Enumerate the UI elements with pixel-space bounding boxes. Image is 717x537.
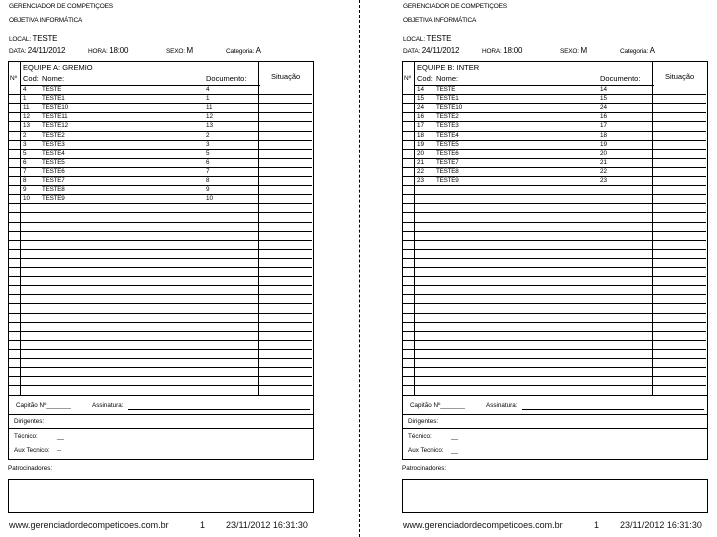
player-document: 5 xyxy=(206,149,210,157)
category-label: Categoria: xyxy=(620,48,648,55)
row-line xyxy=(403,203,706,204)
row-line xyxy=(9,203,312,204)
row-line xyxy=(403,285,706,286)
directors-box xyxy=(8,414,314,429)
category-value: A xyxy=(649,46,655,55)
col-header-number: Nº xyxy=(10,75,18,82)
coach-value: __ xyxy=(57,433,65,440)
row-line xyxy=(9,349,312,350)
player-name: TESTE6 xyxy=(436,149,459,157)
player-cod: 19 xyxy=(417,140,425,148)
org-title: GERENCIADOR DE COMPETIÇOES xyxy=(403,3,507,10)
player-row xyxy=(22,94,257,103)
player-name: TESTE7 xyxy=(436,158,459,166)
team-name: GREMIO xyxy=(62,63,93,72)
player-document: 6 xyxy=(206,158,210,166)
sex-label: SEXO: xyxy=(560,48,579,55)
sex-label: SEXO: xyxy=(166,48,185,55)
row-line xyxy=(403,349,706,350)
time-label: HORA: xyxy=(88,48,108,55)
assistant-coach-label: Aux Tecnico: xyxy=(408,447,444,454)
team-label: EQUIPE A: xyxy=(23,63,61,72)
player-cod: 2 xyxy=(23,131,27,139)
player-document: 10 xyxy=(206,195,214,203)
player-row xyxy=(22,149,257,158)
date-field xyxy=(9,46,65,55)
player-name: TESTE3 xyxy=(42,140,65,148)
player-cod: 23 xyxy=(417,177,425,184)
player-row xyxy=(22,176,257,185)
row-line xyxy=(9,240,312,241)
row-line xyxy=(403,367,706,368)
row-line xyxy=(403,194,706,195)
player-name: TESTE4 xyxy=(436,131,459,139)
sponsors-box xyxy=(402,479,708,513)
col-header-cod: Cod: xyxy=(417,74,433,83)
player-document: 16 xyxy=(600,113,608,121)
player-document: 22 xyxy=(600,167,608,175)
category-field xyxy=(620,46,655,55)
player-cod: 4 xyxy=(23,86,27,93)
player-document: 9 xyxy=(206,186,210,194)
player-row xyxy=(416,103,651,112)
row-line xyxy=(403,303,706,304)
player-cod: 24 xyxy=(417,104,425,112)
row-line xyxy=(9,340,312,341)
row-line xyxy=(9,322,312,323)
coach-label: Técnico: xyxy=(14,433,38,440)
team-sheet-page xyxy=(394,0,717,537)
col-divider-team xyxy=(414,62,415,74)
time-value: 18:00 xyxy=(503,46,523,55)
sponsors-label: Patrocinadores: xyxy=(402,465,447,472)
row-line xyxy=(403,222,706,223)
row-line xyxy=(403,249,706,250)
sex-value: M xyxy=(186,46,193,55)
player-cod: 3 xyxy=(23,140,27,148)
player-row xyxy=(416,149,651,158)
player-name: TESTE5 xyxy=(42,158,65,166)
date-value: 24/11/2012 xyxy=(27,46,66,55)
team-name: INTER xyxy=(456,63,480,72)
player-row xyxy=(22,140,257,149)
player-name: TESTE10 xyxy=(42,104,68,112)
row-line xyxy=(9,285,312,286)
col-header-number: Nº xyxy=(404,75,412,82)
directors-label: Dirigentes: xyxy=(14,418,45,425)
player-row xyxy=(22,103,257,112)
player-document: 17 xyxy=(600,122,608,130)
player-row xyxy=(416,158,651,167)
player-row xyxy=(22,121,257,130)
sponsors-label: Patrocinadores: xyxy=(8,465,53,472)
player-cod: 7 xyxy=(23,167,27,175)
player-name: TESTE1 xyxy=(436,95,459,103)
assistant-coach-label: Aux Tecnico: xyxy=(14,447,50,454)
row-line xyxy=(403,385,706,386)
footer-page-number: 1 xyxy=(200,520,206,530)
player-document: 21 xyxy=(600,158,608,166)
date-value: 24/11/2012 xyxy=(421,46,460,55)
col-header-document: Documento: xyxy=(600,74,641,83)
player-document: 20 xyxy=(600,149,608,157)
player-name: TESTE2 xyxy=(42,131,65,139)
row-line xyxy=(403,267,706,268)
coach-value: __ xyxy=(451,433,459,440)
row-line xyxy=(403,358,706,359)
player-document: 24 xyxy=(600,104,608,112)
player-cod: 14 xyxy=(417,86,425,93)
player-document: 14 xyxy=(600,86,608,93)
player-cod: 13 xyxy=(23,122,31,130)
row-line xyxy=(9,249,312,250)
footer-datetime: 23/11/2012 16:31:30 xyxy=(226,520,308,530)
row-line xyxy=(9,358,312,359)
coaches-box xyxy=(8,428,314,460)
player-name: TESTE8 xyxy=(42,186,65,194)
signature-line xyxy=(522,409,704,410)
row-line xyxy=(9,303,312,304)
row-line xyxy=(403,340,706,341)
player-name: TESTE4 xyxy=(42,149,65,157)
row-line xyxy=(9,367,312,368)
player-document: 18 xyxy=(600,131,608,139)
time-field xyxy=(482,46,522,55)
footer-site: www.gerenciadordecompeticoes.com.br xyxy=(9,520,169,530)
org-title: GERENCIADOR DE COMPETIÇOES xyxy=(9,3,113,10)
team-label: EQUIPE B: xyxy=(417,63,455,72)
coach-label: Técnico: xyxy=(408,433,432,440)
captain-label: Capitão Nº_______ xyxy=(16,402,71,409)
footer-page-number: 1 xyxy=(594,520,600,530)
date-field xyxy=(403,46,459,55)
player-name: TESTE9 xyxy=(42,195,65,203)
directors-label: Dirigentes: xyxy=(408,418,439,425)
time-field xyxy=(88,46,128,55)
row-line xyxy=(403,212,706,213)
row-line xyxy=(403,331,706,332)
player-document: 19 xyxy=(600,140,608,148)
row-line xyxy=(9,222,312,223)
local-field xyxy=(403,34,451,43)
col-divider-team xyxy=(20,62,21,74)
player-document: 3 xyxy=(206,140,210,148)
player-row xyxy=(22,131,257,140)
player-cod: 5 xyxy=(23,149,27,157)
player-cod: 1 xyxy=(23,95,27,103)
player-document: 12 xyxy=(206,113,214,121)
signature-line xyxy=(128,409,310,410)
player-document: 13 xyxy=(206,122,214,130)
row-line xyxy=(9,276,312,277)
local-label: LOCAL: xyxy=(9,36,31,43)
team-title xyxy=(23,63,93,72)
directors-box xyxy=(402,414,708,429)
category-label: Categoria: xyxy=(226,48,254,55)
row-line xyxy=(9,294,312,295)
row-line xyxy=(403,240,706,241)
sponsors-box xyxy=(8,479,314,513)
row-line xyxy=(9,385,312,386)
row-line xyxy=(403,231,706,232)
captain-box xyxy=(8,395,314,415)
row-line xyxy=(403,185,706,186)
row-line xyxy=(9,331,312,332)
player-row xyxy=(22,167,257,176)
player-document: 23 xyxy=(600,177,608,184)
row-line xyxy=(9,267,312,268)
row-line xyxy=(9,313,312,314)
row-line xyxy=(403,313,706,314)
time-label: HORA: xyxy=(482,48,502,55)
player-document: 2 xyxy=(206,131,210,139)
row-line xyxy=(403,294,706,295)
col-header-name: Nome: xyxy=(42,74,65,83)
time-value: 18:00 xyxy=(109,46,129,55)
local-field xyxy=(9,34,57,43)
player-document: 1 xyxy=(206,95,210,103)
player-name: TESTE xyxy=(436,86,456,93)
player-document: 11 xyxy=(206,104,213,112)
captain-box xyxy=(402,395,708,415)
company-name: OBJETIVA INFORMÁTICA xyxy=(403,17,477,24)
players-table xyxy=(402,61,708,396)
player-row xyxy=(416,112,651,121)
player-name: TESTE7 xyxy=(42,177,65,184)
player-cod: 16 xyxy=(417,113,425,121)
player-cod: 10 xyxy=(23,195,31,203)
player-cod: 20 xyxy=(417,149,425,157)
player-row xyxy=(416,167,651,176)
local-label: LOCAL: xyxy=(403,36,425,43)
player-cod: 6 xyxy=(23,158,27,166)
team-sheet-page xyxy=(0,0,340,537)
player-row xyxy=(22,85,257,94)
player-name: TESTE10 xyxy=(436,104,462,112)
signature-label: Assinatura: xyxy=(92,402,124,409)
player-name: TESTE9 xyxy=(436,177,459,184)
row-line xyxy=(403,276,706,277)
player-row xyxy=(416,94,651,103)
row-line xyxy=(9,258,312,259)
player-cod: 22 xyxy=(417,167,425,175)
col-header-document: Documento: xyxy=(206,74,247,83)
player-document: 15 xyxy=(600,95,608,103)
player-cod: 12 xyxy=(23,113,31,121)
player-name: TESTE xyxy=(42,86,62,93)
local-value: TESTE xyxy=(32,34,58,43)
player-row xyxy=(22,158,257,167)
col-header-cod: Cod: xyxy=(23,74,39,83)
company-name: OBJETIVA INFORMÁTICA xyxy=(9,17,83,24)
date-label: DATA: xyxy=(9,48,27,55)
team-title xyxy=(417,63,479,72)
players-table xyxy=(8,61,314,396)
player-name: TESTE8 xyxy=(436,167,459,175)
player-name: TESTE11 xyxy=(42,113,68,121)
player-row xyxy=(416,176,651,185)
row-line xyxy=(9,376,312,377)
captain-label: Capitão Nº_______ xyxy=(410,402,465,409)
player-name: TESTE3 xyxy=(436,122,459,130)
player-row xyxy=(416,85,651,94)
col-header-status: Situação xyxy=(665,72,695,81)
assistant-coach-value: -- xyxy=(57,447,62,454)
coaches-box xyxy=(402,428,708,460)
player-row xyxy=(416,121,651,130)
page-divider xyxy=(359,0,360,537)
player-row xyxy=(22,112,257,121)
sex-field xyxy=(166,46,193,55)
player-row xyxy=(416,140,651,149)
player-row xyxy=(22,185,257,194)
category-field xyxy=(226,46,261,55)
player-cod: 17 xyxy=(417,122,425,130)
row-line xyxy=(9,212,312,213)
player-cod: 9 xyxy=(23,186,27,194)
row-line xyxy=(9,231,312,232)
footer-site: www.gerenciadordecompeticoes.com.br xyxy=(403,520,563,530)
signature-label: Assinatura: xyxy=(486,402,518,409)
player-row xyxy=(416,131,651,140)
player-cod: 21 xyxy=(417,158,425,166)
player-cod: 8 xyxy=(23,177,27,184)
player-document: 7 xyxy=(206,167,210,175)
assistant-coach-value: __ xyxy=(451,447,459,454)
row-line xyxy=(403,322,706,323)
player-name: TESTE2 xyxy=(436,113,459,121)
sex-field xyxy=(560,46,587,55)
date-label: DATA: xyxy=(403,48,421,55)
col-header-name: Nome: xyxy=(436,74,459,83)
sex-value: M xyxy=(580,46,587,55)
player-row xyxy=(22,194,257,203)
row-line xyxy=(403,258,706,259)
player-cod: 18 xyxy=(417,131,425,139)
category-value: A xyxy=(255,46,261,55)
player-cod: 11 xyxy=(23,104,30,112)
player-document: 4 xyxy=(206,86,210,93)
row-line xyxy=(403,376,706,377)
player-name: TESTE6 xyxy=(42,167,65,175)
col-header-status: Situação xyxy=(271,72,301,81)
player-name: TESTE5 xyxy=(436,140,459,148)
local-value: TESTE xyxy=(426,34,452,43)
player-document: 8 xyxy=(206,177,210,184)
player-name: TESTE12 xyxy=(42,122,68,130)
player-cod: 15 xyxy=(417,95,425,103)
footer-datetime: 23/11/2012 16:31:30 xyxy=(620,520,702,530)
player-name: TESTE1 xyxy=(42,95,65,103)
